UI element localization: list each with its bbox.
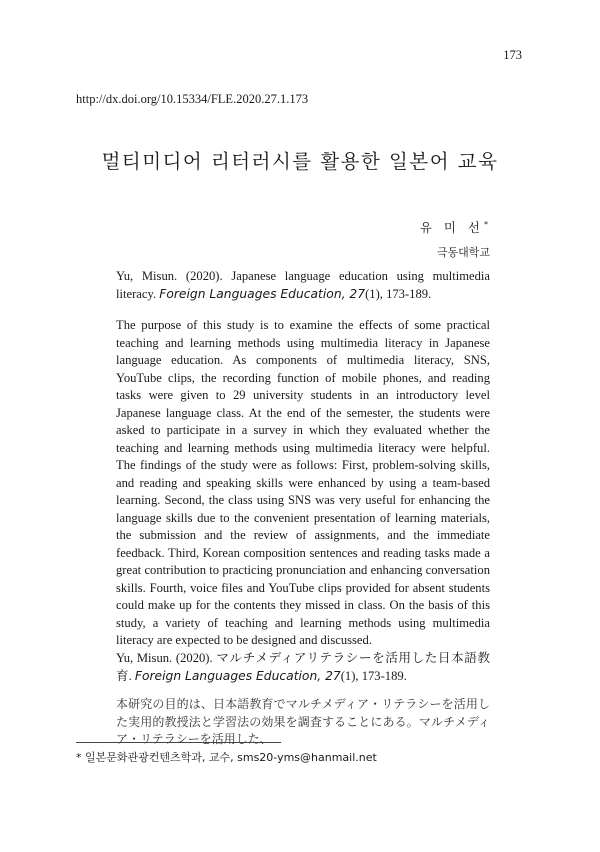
author-footnote: * 일본문화관광컨텐츠학과, 교수, sms20-yms@hanmail.net bbox=[76, 751, 377, 764]
author-footnote-mark: * bbox=[484, 219, 488, 229]
author-affiliation: 극동대학교 bbox=[436, 246, 490, 259]
abstract-english: The purpose of this study is to examine the effects of some practical teaching and learning methods using multimedia literacy in Japanese language education. As components of multimedia literacy, SNS, YouTube clips, the recording function of mobile phones, and reading tasks were given to 29 university students in an introductory level Japanese language class. At the end of the semester, the students were asked to participate in a survey in which they evaluated whether the teaching and learning methods using multimedia literacy were helpful. The findings of the study were as follows: First, problem-solving skills, and reading and speaking skills were enhanced by using a team-based learning. Second, the class using SNS was very useful for enhancing the language skills due to the convenient presentation of learning materials, the submission and the review of assignments, and the immediate feedback. Third, Korean composition sentences and reading tasks made a great contribution to practicing pronunciation and enhancing conversation skills. Fourth, voice files and YouTube clips provided for absent students could make up for the contents they missed in class. On the basis of this study, a variety of teaching and learning methods using multimedia literacy are expected to be designed and discussed. bbox=[116, 318, 490, 647]
page-number: 173 bbox=[503, 48, 522, 62]
citation-english-suffix: (1), 173-189. bbox=[365, 286, 432, 301]
abstract-japanese: 本研究の目的は、日本語教育でマルチメディア・リテラシーを活用した実用的教授法と学習法の効果を調査することにある。マルチメディア・リテラシーを活用した、 bbox=[116, 697, 490, 746]
paper-title: 멀티미디어 리터러시를 활용한 일본어 교육 bbox=[101, 150, 499, 173]
citation-japanese-prefix: Yu, Misun. (2020). マルチメディアリテラシーを活用した日本語教育. bbox=[116, 651, 490, 683]
footnote-divider bbox=[76, 742, 281, 743]
citation-japanese bbox=[116, 650, 490, 685]
citation-english bbox=[116, 268, 490, 303]
citation-english-prefix: Yu, Misun. (2020). Japanese language education using multimedia literacy. bbox=[116, 269, 490, 301]
author-name bbox=[420, 218, 488, 236]
doi-link[interactable]: http://dx.doi.org/10.15334/FLE.2020.27.1.173 bbox=[76, 92, 309, 106]
author-name-text: 유 미 선 bbox=[419, 220, 484, 235]
citation-japanese-suffix: (1), 173-189. bbox=[340, 668, 407, 683]
citation-japanese-journal: Foreign Languages Education, 27 bbox=[134, 668, 341, 683]
citation-english-journal: Foreign Languages Education, 27 bbox=[159, 286, 366, 301]
